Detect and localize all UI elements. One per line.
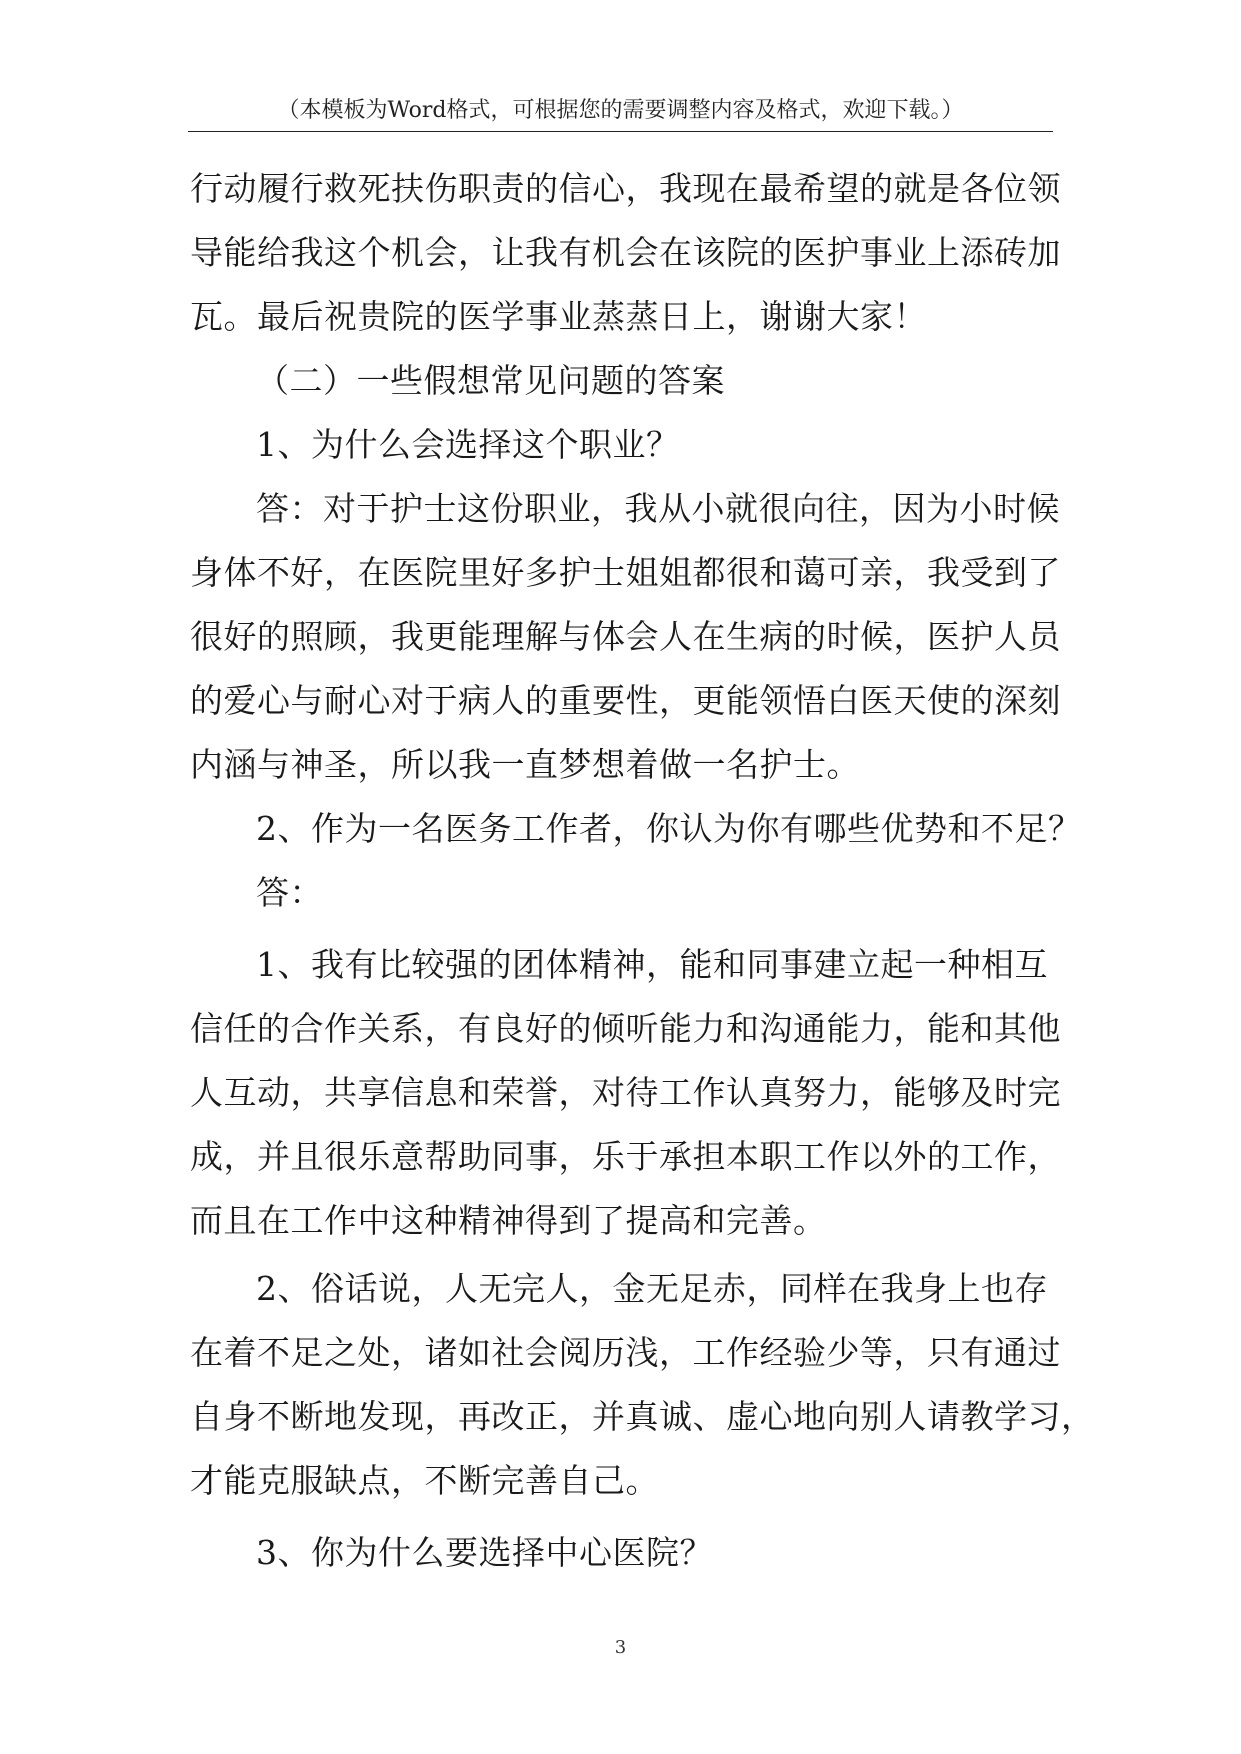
answer-1-line: 很好的照顾，我更能理解与体会人在生病的时候，医护人员 — [190, 617, 1061, 656]
answer-2-point-2: 2、俗话说，人无完人，金无足赤，同样在我身上也存 — [256, 1269, 1048, 1308]
answer-2-point-2: 在着不足之处，诸如社会阅历浅，工作经验少等，只有通过 — [190, 1333, 1061, 1372]
answer-1-line: 内涵与神圣，所以我一直梦想着做一名护士。 — [190, 745, 860, 784]
answer-2-point-1: 信任的合作关系，有良好的倾听能力和沟通能力，能和其他 — [190, 1009, 1061, 1048]
answer-1-line: 答：对于护士这份职业，我从小就很向往，因为小时候 — [256, 489, 1060, 528]
answer-1-line: 身体不好，在医院里好多护士姐姐都很和蔼可亲，我受到了 — [190, 553, 1061, 592]
body-line: 行动履行救死扶伤职责的信心，我现在最希望的就是各位领 — [190, 169, 1061, 208]
answer-2-point-2: 自身不断地发现，再改正，并真诚、虚心地向别人请教学习， — [190, 1397, 1095, 1436]
answer-2-point-1: 1、我有比较强的团体精神，能和同事建立起一种相互 — [256, 945, 1048, 984]
section-heading: （二）一些假想常见问题的答案 — [256, 361, 725, 400]
answer-2-point-2: 才能克服缺点，不断完善自己。 — [190, 1461, 659, 1500]
question-2: 2、作为一名医务工作者，你认为你有哪些优势和不足？ — [256, 809, 1082, 848]
answer-2-point-1: 而且在工作中这种精神得到了提高和完善。 — [190, 1201, 827, 1240]
body-line: 瓦。最后祝贵院的医学事业蒸蒸日上，谢谢大家！ — [190, 297, 927, 336]
question-1: 1、为什么会选择这个职业？ — [256, 425, 680, 464]
page-number: 3 — [614, 1637, 627, 1658]
answer-2-point-1: 成，并且很乐意帮助同事，乐于承担本职工作以外的工作， — [190, 1137, 1061, 1176]
answer-1-line: 的爱心与耐心对于病人的重要性，更能领悟白医天使的深刻 — [190, 681, 1061, 720]
header-divider — [188, 131, 1053, 132]
answer-2-label: 答： — [256, 873, 323, 912]
body-line: 导能给我这个机会，让我有机会在该院的医护事业上添砖加 — [190, 233, 1061, 272]
answer-2-point-1: 人互动，共享信息和荣誉，对待工作认真努力，能够及时完 — [190, 1073, 1061, 1112]
document-body — [190, 157, 1095, 1585]
question-3: 3、你为什么要选择中心医院？ — [256, 1533, 713, 1572]
page-header: （本模板为Word格式，可根据您的需要调整内容及格式，欢迎下载。） — [277, 98, 964, 123]
